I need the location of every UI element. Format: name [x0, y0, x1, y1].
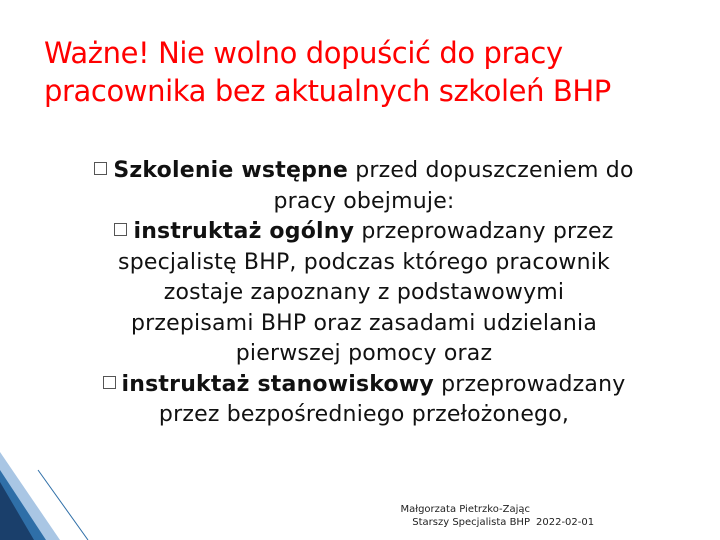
item2-bold: instruktaż stanowiskowy: [121, 371, 434, 397]
item1-line-3: zostaje zapoznany z podstawowymi: [163, 280, 565, 305]
item1-line-2: specjalistę BHP, podczas którego pracownik: [118, 249, 610, 275]
author-name: Małgorzata Pietrzko-Zając: [400, 504, 530, 515]
bullet-box-icon: [114, 223, 127, 236]
intro-bold: Szkolenie wstępne: [113, 158, 348, 183]
item1-line-4: przepisami BHP oraz zasadami udzielania: [130, 310, 598, 336]
item2-line-2: przez bezpośredniego przełożonego,: [158, 402, 570, 427]
item1-line: [44, 217, 684, 248]
item1-rest: przeprowadzany przez: [361, 219, 614, 244]
title-line-2: pracownika bez aktualnych szkoleń BHP: [44, 74, 611, 108]
footer-date: 2022-02-01: [536, 517, 595, 528]
slide-content: [44, 156, 684, 431]
author-role: Starszy Specjalista BHP: [412, 517, 530, 528]
footer-author: [370, 503, 530, 529]
intro-rest: przed dopuszczeniem do: [355, 158, 634, 183]
item2-rest: przeprowadzany: [441, 371, 626, 397]
item1-line-5: pierwszej pomocy oraz: [235, 341, 493, 366]
intro-line: [44, 156, 684, 187]
bullet-box-icon: [94, 162, 107, 175]
item2-line: [44, 370, 684, 401]
slide-title: [44, 34, 684, 110]
intro-line-2: pracy obejmuje:: [273, 188, 455, 214]
title-line-1: Ważne! Nie wolno dopuścić do pracy: [44, 36, 563, 70]
item1-bold: instruktaż ogólny: [133, 219, 355, 244]
bullet-box-icon: [103, 376, 116, 389]
